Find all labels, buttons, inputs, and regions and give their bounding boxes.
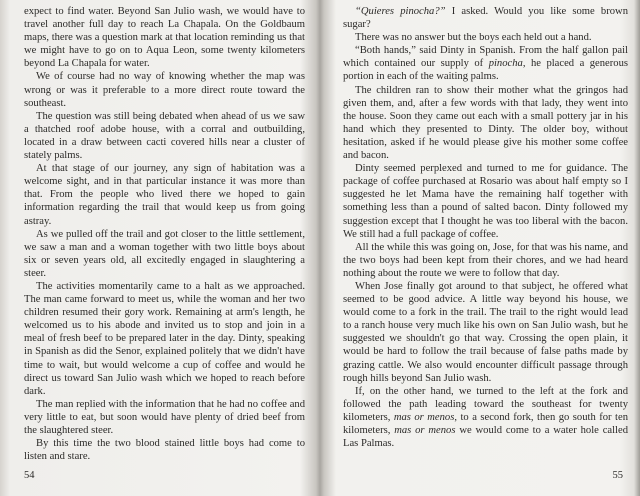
spanish-quote: “Quieres pinocha?” — [355, 6, 446, 17]
right-page-text — [343, 5, 628, 450]
paragraph — [343, 44, 628, 83]
paragraph: All the while this was going on, Jose, for that was his name, and the two boys had been kept from their chores, and we had heard nothing about the route we were to follow that day. — [343, 241, 628, 279]
paragraph: expect to find water. Beyond San Julio wash, we would have to travel another full day to reach La Chapala. On the Goldbaum maps, there was a question mark at that location reminding us that we might have to go on to Aqua Leon, some twenty kilometers beyond La Chapala for water. — [24, 6, 305, 70]
text-span: we would come to a water hole called Las Palmas. — [343, 425, 628, 450]
text-span: “Both hands,” said Dinty in Spanish. From the half gallon pail which contained our supply of — [343, 45, 628, 70]
right-page — [320, 0, 640, 496]
paragraph: By this time the two blood stained little boys had come to listen and stare. — [24, 438, 305, 463]
text-span: , to a second fork, then go south for ten kilometers, — [343, 411, 629, 436]
paragraph: The man replied with the information that he had no coffee and very little to eat, but soon would have plenty of dried beef from the slaughtered steer. — [24, 398, 305, 436]
italic-phrase: mas or menos — [393, 411, 455, 423]
italic-word: pinocha — [488, 58, 523, 70]
text-span: If, on the other hand, we turned to the left at the fork and followed the path leading toward the southeast for twenty kilometers, — [343, 385, 628, 423]
paragraph: When Jose finally got around to that subject, he offered what seemed to be good advice. A little way beyond his house, we would come to a fork in the trail. The trail to the right would lead to a ranch house very much like his own on San Julio wash, but he suggested we shouldn't go that way. Crossing the open plain, it would be hard to follow the trail because of false paths made by grazing cattle. We also would encounter difficult passage through rough hills beyond San Julio wash. — [343, 280, 628, 384]
paragraph — [343, 5, 628, 31]
paragraph: As we pulled off the trail and got closer to the little settlement, we saw a man and a woman together with two little boys about six or seven years old, all excitedly engaged in slaughtering a steer. — [24, 228, 305, 279]
paragraph: Dinty seemed perplexed and turned to me for guidance. The package of coffee purchased at Rosario was about half empty so I suggested he let Mama have the remaining half together with something less than a pound of salted bacon. Dinty followed my suggestion except that I thought he was too liberal with the bacon. We still had a full package of coffee. — [343, 163, 628, 240]
paragraph — [343, 385, 628, 450]
text-span: , he placed a generous portion in each of the waiting palms. — [343, 58, 628, 83]
page-number: 55 — [612, 470, 623, 481]
paragraph: The activities momentarily came to a halt as we approached. The man came forward to meet us, while the woman and her two children resumed their gory work. Remaining at arm's length, he welcomed us to his abode and invited us to stop and join in a meal of fresh beef to be prepared later in the day. Dinty, speaking in Spanish as did the Senor, explained politely that we didn't have time to wait, but would welcome a cup of coffee and would he direct us toward San Julio wash which we hoped to reach before dark. — [24, 280, 305, 397]
page-number: 54 — [24, 470, 35, 481]
paragraph: The question was still being debated when ahead of us we saw a thatched roof adobe house, with a corral and outbuilding, located in a draw between cacti covered hills near a cluster of stately palms. — [24, 110, 305, 162]
paragraph: There was no answer but the boys each held out a hand. — [355, 32, 592, 44]
paragraph: The children ran to show their mother what the gringos had given them, and, after a few words with that lady, they went into the house. Soon they came out each with a small pottery jar in his hand which they presented to Dinty. The older boy, without hesitation, asked if he would please give his mother some coffee and bacon. — [343, 84, 628, 162]
paragraph: We of course had no way of knowing whether the map was wrong or was it preferable to a more direct route toward the southeast. — [24, 71, 305, 109]
text-span: I asked. Would you like some brown sugar? — [343, 6, 628, 31]
left-page-text — [24, 5, 305, 463]
paragraph: At that stage of our journey, any sign of habitation was a welcome sight, and in that particular instance it was more than that. From the people who lived there we hoped to gain information regarding the trail that would keep us from going astray. — [24, 163, 305, 227]
italic-phrase: mas or menos — [394, 425, 456, 436]
